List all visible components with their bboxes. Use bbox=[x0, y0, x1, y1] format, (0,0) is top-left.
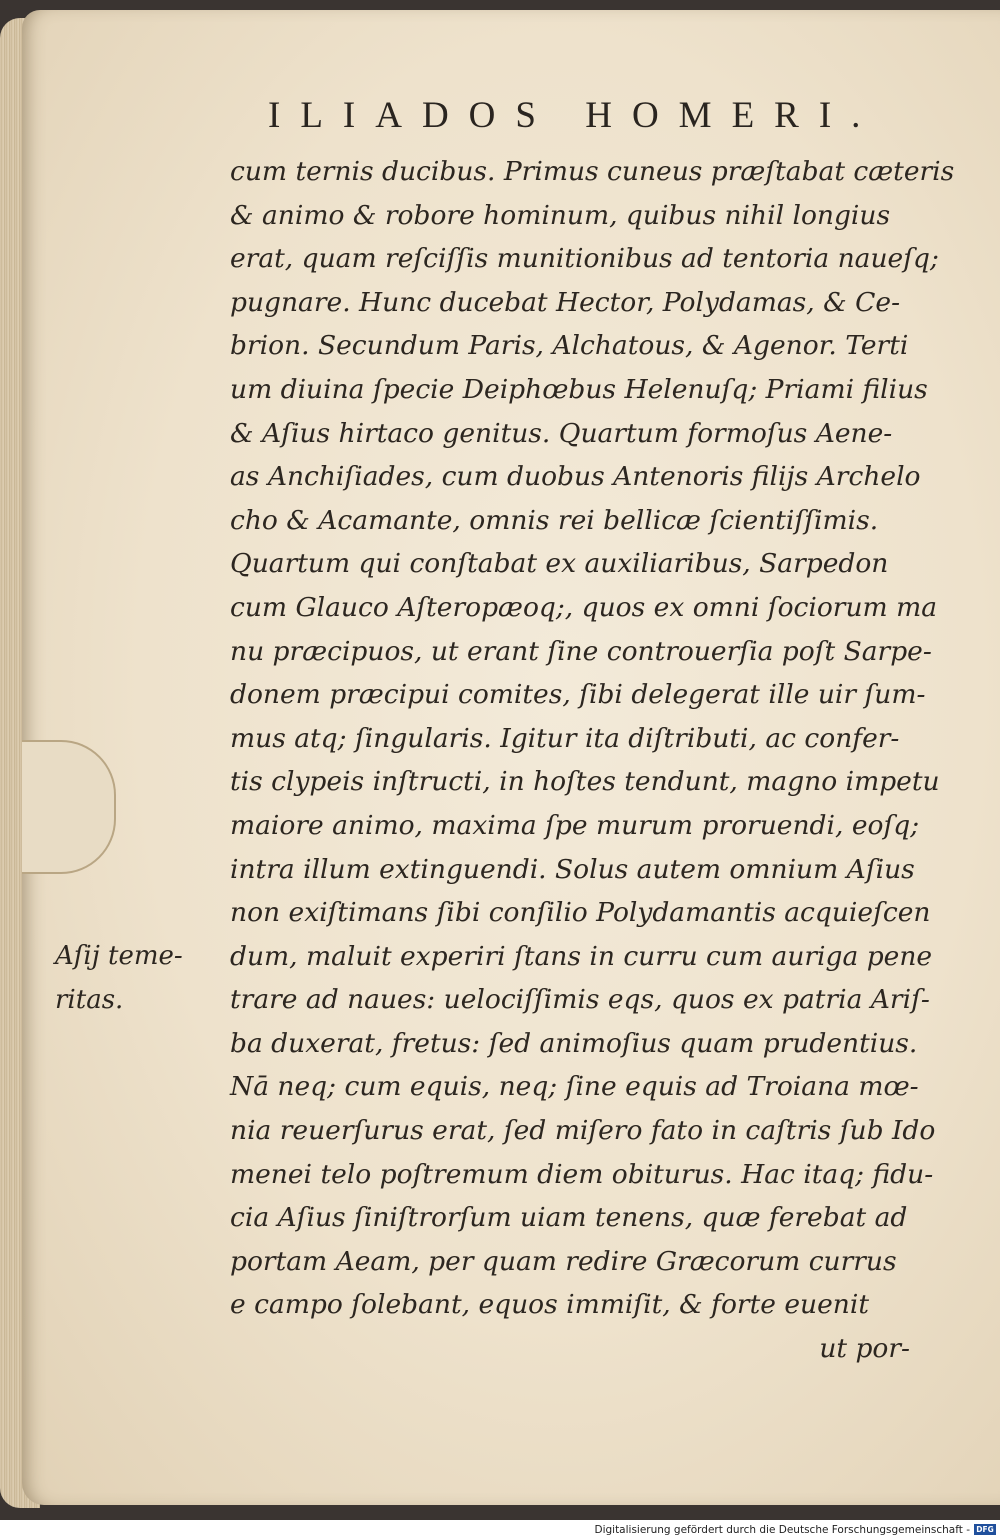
text-line: brion. Secundum Paris, Alchatous, & Agenor. Terti bbox=[230, 330, 909, 362]
text-line: ba duxerat, fretus: ſed animoſius quam prudentius. bbox=[230, 1027, 918, 1059]
text-line: cia Aſius ſiniſtrorſum uiam tenens, quæ ferebat ad bbox=[230, 1202, 908, 1234]
text-line: um diuina ſpecie Deiphœbus Helenuſq; Priami filius bbox=[230, 373, 928, 405]
catchword: ut por- bbox=[819, 1333, 910, 1365]
text-line: dum, maluit experiri ſtans in curru cum auriga pene bbox=[230, 940, 933, 972]
text-line: mus atq; ſingularis. Igitur ita diſtributi, ac confer- bbox=[230, 722, 900, 754]
text-line: e campo ſolebant, equos immiſit, & forte euenit bbox=[230, 1289, 869, 1321]
funding-credit: Digitalisierung gefördert durch die Deutsche Forschungsgemeinschaft - bbox=[594, 1524, 970, 1536]
text-line: cum Glauco Aſteropæoq;, quos ex omni ſociorum ma bbox=[230, 591, 938, 623]
margin-note bbox=[55, 935, 215, 1022]
text-line: Quartum qui conſtabat ex auxiliaribus, Sarpedon bbox=[230, 548, 889, 580]
text-line: cho & Acamante, omnis rei bellicæ ſcientiſſimis. bbox=[230, 504, 879, 536]
text-line: erat, quam reſciſſis munitionibus ad tentoria naueſq; bbox=[230, 243, 939, 275]
text-line: portam Aeam, per quam redire Græcorum currus bbox=[230, 1245, 897, 1277]
margin-note-line: ritas. bbox=[55, 984, 124, 1015]
text-line: nia reuerſurus erat, ſed miſero fato in caſtris ſub Ido bbox=[230, 1115, 936, 1147]
text-line: nu præcipuos, ut erant ſine controuerſia poſt Sarpe- bbox=[230, 635, 932, 667]
text-line: maiore animo, maxima ſpe murum proruendi, eoſq; bbox=[230, 809, 920, 841]
text-line: cum ternis ducibus. Primus cuneus præſtabat cæteris bbox=[230, 156, 955, 187]
footer-bar bbox=[0, 1520, 1000, 1538]
dfg-logo-icon: DFG bbox=[974, 1524, 996, 1535]
text-line: pugnare. Hunc ducebat Hector, Polydamas, & Ce- bbox=[230, 286, 901, 318]
page-tab-marker bbox=[22, 740, 116, 874]
text-line: non exiſtimans ſibi conſilio Polydamantis acquieſcen bbox=[230, 897, 931, 929]
text-line: tis clypeis inſtructi, in hoſtes tendunt, magno impetu bbox=[230, 766, 940, 798]
body-text bbox=[230, 150, 955, 1371]
running-title: ILIADOS HOMERI. bbox=[268, 95, 881, 136]
text-line: & Aſius hirtaco genitus. Quartum formoſus Aene- bbox=[230, 417, 893, 449]
text-line: & animo & robore hominum, quibus nihil longius bbox=[230, 199, 891, 231]
margin-note-line: Aſij teme- bbox=[55, 941, 183, 971]
text-line: menei telo poſtremum diem obiturus. Hac itaq; fidu- bbox=[230, 1158, 934, 1190]
text-line: intra illum extinguendi. Solus autem omnium Aſius bbox=[230, 853, 915, 885]
text-line: Nā neq; cum equis, neq; ſine equis ad Troiana mœ- bbox=[230, 1071, 919, 1103]
text-line: as Anchiſiades, cum duobus Antenoris filijs Archelo bbox=[230, 461, 921, 493]
text-line: trare ad naues: uelociſſimis eqs, quos ex patria Ariſ- bbox=[230, 984, 930, 1016]
text-line: donem præcipui comites, ſibi delegerat ille uir ſum- bbox=[230, 679, 926, 711]
